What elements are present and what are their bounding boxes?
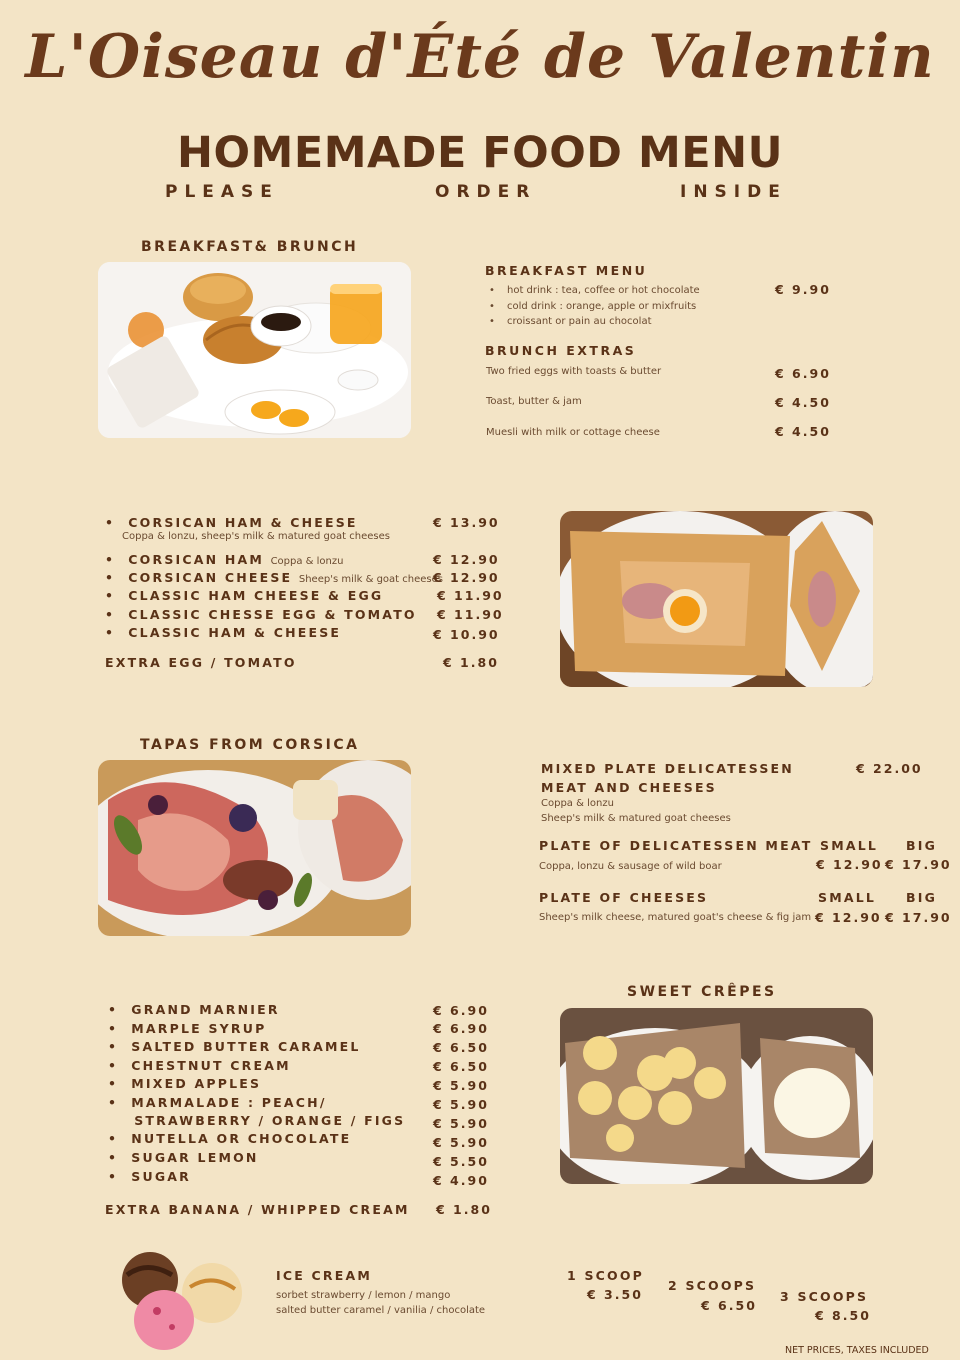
cheese-small-price: € 12.90: [815, 910, 882, 925]
tapas-section-title: TAPAS FROM CORSICA: [140, 737, 360, 753]
ice-cream-title: ICE CREAM: [276, 1268, 372, 1283]
sweet-crepe-price: € 5.90: [433, 1135, 489, 1150]
sweet-crepe-item: • MARMALADE : PEACH/: [108, 1095, 327, 1110]
crepe-name: CLASSIC CHESSE EGG & TOMATO: [128, 607, 417, 622]
brunch-extra-price: € 4.50: [775, 424, 831, 439]
meat-plate-desc: Coppa, lonzu & sausage of wild boar: [539, 861, 722, 872]
tapas-illustration: [98, 760, 411, 936]
cheese-plate-desc: Sheep's milk cheese, matured goat's cheese & fig jam: [539, 912, 812, 923]
crepe-desc: Coppa & lonzu: [270, 556, 344, 567]
sweet-crepe-illustration: [560, 1008, 873, 1184]
sweet-crepe-price: € 5.90: [433, 1097, 489, 1112]
ice-cream-desc: salted butter caramel / vanilia / chocolate: [276, 1305, 486, 1316]
big-label: BIG: [906, 890, 938, 905]
mixed-plate-title-line2: MEAT AND CHEESES: [541, 780, 717, 795]
sweet-crepe-item: [108, 1113, 405, 1128]
sweet-crepe-item: • SALTED BUTTER CARAMEL: [108, 1039, 361, 1054]
crepe-item: • CLASSIC CHESSE EGG & TOMATO: [105, 607, 417, 622]
sweet-crepe-name: SUGAR: [131, 1169, 192, 1184]
crepe-price: € 10.90: [433, 627, 500, 642]
sweet-crepe-item: • MIXED APPLES: [108, 1076, 262, 1091]
restaurant-title: L'Oiseau d'Été de Valentin: [25, 22, 935, 92]
meat-small-price: € 12.90: [816, 857, 883, 872]
breakfast-photo: [98, 262, 411, 438]
sweet-section-title: SWEET CRÊPES: [627, 984, 777, 1000]
galette-illustration: [560, 511, 873, 687]
sweet-crepe-price: € 6.90: [433, 1003, 489, 1018]
breakfast-illustration: [98, 262, 411, 438]
sweet-crepe-item: • MARPLE SYRUP: [108, 1021, 267, 1036]
brunch-extra-price: € 6.90: [775, 366, 831, 381]
two-scoops-price: € 6.50: [701, 1298, 757, 1313]
cheese-big-price: € 17.90: [885, 910, 952, 925]
brunch-extra-name: Toast, butter & jam: [486, 396, 582, 407]
breakfast-menu-item: • cold drink : orange, apple or mixfruits: [487, 299, 700, 315]
mixed-plate-desc: Coppa & lonzu: [541, 798, 614, 809]
meat-big-price: € 17.90: [885, 857, 952, 872]
crepe-name: CORSICAN CHEESE: [128, 570, 293, 585]
galette-photo: [560, 511, 873, 687]
sweet-crepe-name: STRAWBERRY / ORANGE / FIGS: [134, 1113, 406, 1128]
ice-cream-desc: sorbet strawberry / lemon / mango: [276, 1290, 451, 1301]
extra-egg-tomato: EXTRA EGG / TOMATO: [105, 655, 297, 670]
three-scoops-price: € 8.50: [815, 1308, 871, 1323]
breakfast-menu-item: • croissant or pain au chocolat: [487, 314, 700, 330]
one-scoop-label: 1 SCOOP: [567, 1268, 645, 1283]
breakfast-section-title: BREAKFAST& BRUNCH: [141, 239, 359, 255]
sweet-crepe-name: SALTED BUTTER CARAMEL: [131, 1039, 361, 1054]
crepe-item: • CORSICAN CHEESE Sheep's milk & goat cheeses: [105, 570, 443, 585]
three-scoops-label: 3 SCOOPS: [780, 1289, 869, 1304]
sweet-crepe-item: • NUTELLA OR CHOCOLATE: [108, 1131, 352, 1146]
sweet-crepe-photo: [560, 1008, 873, 1184]
crepe-item: • CLASSIC HAM CHEESE & EGG: [105, 588, 384, 603]
crepe-item: • CORSICAN HAM & CHEESE: [105, 515, 358, 530]
sweet-crepe-price: € 6.90: [433, 1021, 489, 1036]
breakfast-menu-list: [487, 283, 700, 330]
breakfast-menu-item: • hot drink : tea, coffee or hot chocolate: [487, 283, 700, 299]
sweet-crepe-name: MIXED APPLES: [131, 1076, 262, 1091]
brunch-extra-name: Muesli with milk or cottage cheese: [486, 427, 660, 438]
crepe-price: € 13.90: [433, 515, 500, 530]
crepe-price: € 11.90: [437, 607, 504, 622]
small-label: SMALL: [820, 838, 879, 853]
order-word: ORDER: [435, 182, 537, 202]
sweet-crepe-price: € 6.50: [433, 1040, 489, 1055]
extra-banana-cream-price: € 1.80: [436, 1202, 492, 1217]
crepe-price: € 11.90: [437, 588, 504, 603]
sweet-crepe-name: MARPLE SYRUP: [131, 1021, 267, 1036]
breakfast-menu-title: BREAKFAST MENU: [485, 263, 648, 278]
meat-plate-title: PLATE OF DELICATESSEN MEAT: [539, 838, 813, 853]
sweet-crepe-item: • SUGAR LEMON: [108, 1150, 259, 1165]
mixed-plate-title: MIXED PLATE DELICATESSEN: [541, 761, 794, 776]
crepe-item: • CLASSIC HAM & CHEESE: [105, 625, 342, 640]
crepe-price: € 12.90: [433, 552, 500, 567]
sweet-crepe-price: € 5.90: [433, 1116, 489, 1131]
sweet-crepe-price: € 4.90: [433, 1173, 489, 1188]
sweet-crepe-name: NUTELLA OR CHOCOLATE: [131, 1131, 352, 1146]
sweet-crepe-price: € 6.50: [433, 1059, 489, 1074]
sweet-crepe-name: MARMALADE : PEACH/: [131, 1095, 327, 1110]
sweet-crepe-name: CHESTNUT CREAM: [131, 1058, 291, 1073]
taxes-note: NET PRICES, TAXES INCLUDED: [785, 1345, 929, 1356]
crepe-price: € 12.90: [433, 570, 500, 585]
brunch-extras-title: BRUNCH EXTRAS: [485, 343, 637, 358]
crepe-desc: Sheep's milk & goat cheeses: [298, 574, 443, 585]
sweet-crepe-price: € 5.50: [433, 1154, 489, 1169]
sweet-crepe-item: • GRAND MARNIER: [108, 1002, 280, 1017]
please-word: PLEASE: [165, 182, 279, 202]
brunch-extra-price: € 4.50: [775, 395, 831, 410]
sweet-crepe-name: GRAND MARNIER: [131, 1002, 280, 1017]
crepe-name: CLASSIC HAM CHEESE & EGG: [128, 588, 384, 603]
small-label: SMALL: [818, 890, 877, 905]
big-label: BIG: [906, 838, 938, 853]
ice-cream-illustration: [102, 1245, 262, 1355]
crepe-desc: Coppa & lonzu, sheep's milk & matured goat cheeses: [122, 531, 390, 542]
sweet-crepe-price: € 5.90: [433, 1078, 489, 1093]
one-scoop-price: € 3.50: [587, 1287, 643, 1302]
sweet-crepe-name: SUGAR LEMON: [131, 1150, 259, 1165]
tapas-photo: [98, 760, 411, 936]
extra-banana-cream: EXTRA BANANA / WHIPPED CREAM: [105, 1202, 410, 1217]
crepe-name: CLASSIC HAM & CHEESE: [128, 625, 342, 640]
menu-heading: HOMEMADE FOOD MENU: [176, 128, 784, 178]
mixed-plate-desc: Sheep's milk & matured goat cheeses: [541, 813, 731, 824]
sweet-crepe-item: • SUGAR: [108, 1169, 192, 1184]
two-scoops-label: 2 SCOOPS: [668, 1278, 757, 1293]
crepe-name: CORSICAN HAM: [128, 552, 265, 567]
breakfast-menu-price: € 9.90: [775, 282, 831, 297]
brunch-extra-name: Two fried eggs with toasts & butter: [486, 366, 662, 377]
sweet-crepe-item: • CHESTNUT CREAM: [108, 1058, 291, 1073]
cheese-plate-title: PLATE OF CHEESES: [539, 890, 709, 905]
inside-word: INSIDE: [680, 182, 787, 202]
extra-egg-tomato-price: € 1.80: [443, 655, 499, 670]
mixed-plate-price: € 22.00: [856, 761, 923, 776]
ice-cream-scoops-icon: [102, 1245, 262, 1355]
crepe-item: • CORSICAN HAM Coppa & lonzu: [105, 552, 344, 567]
crepe-name: CORSICAN HAM & CHEESE: [128, 515, 358, 530]
